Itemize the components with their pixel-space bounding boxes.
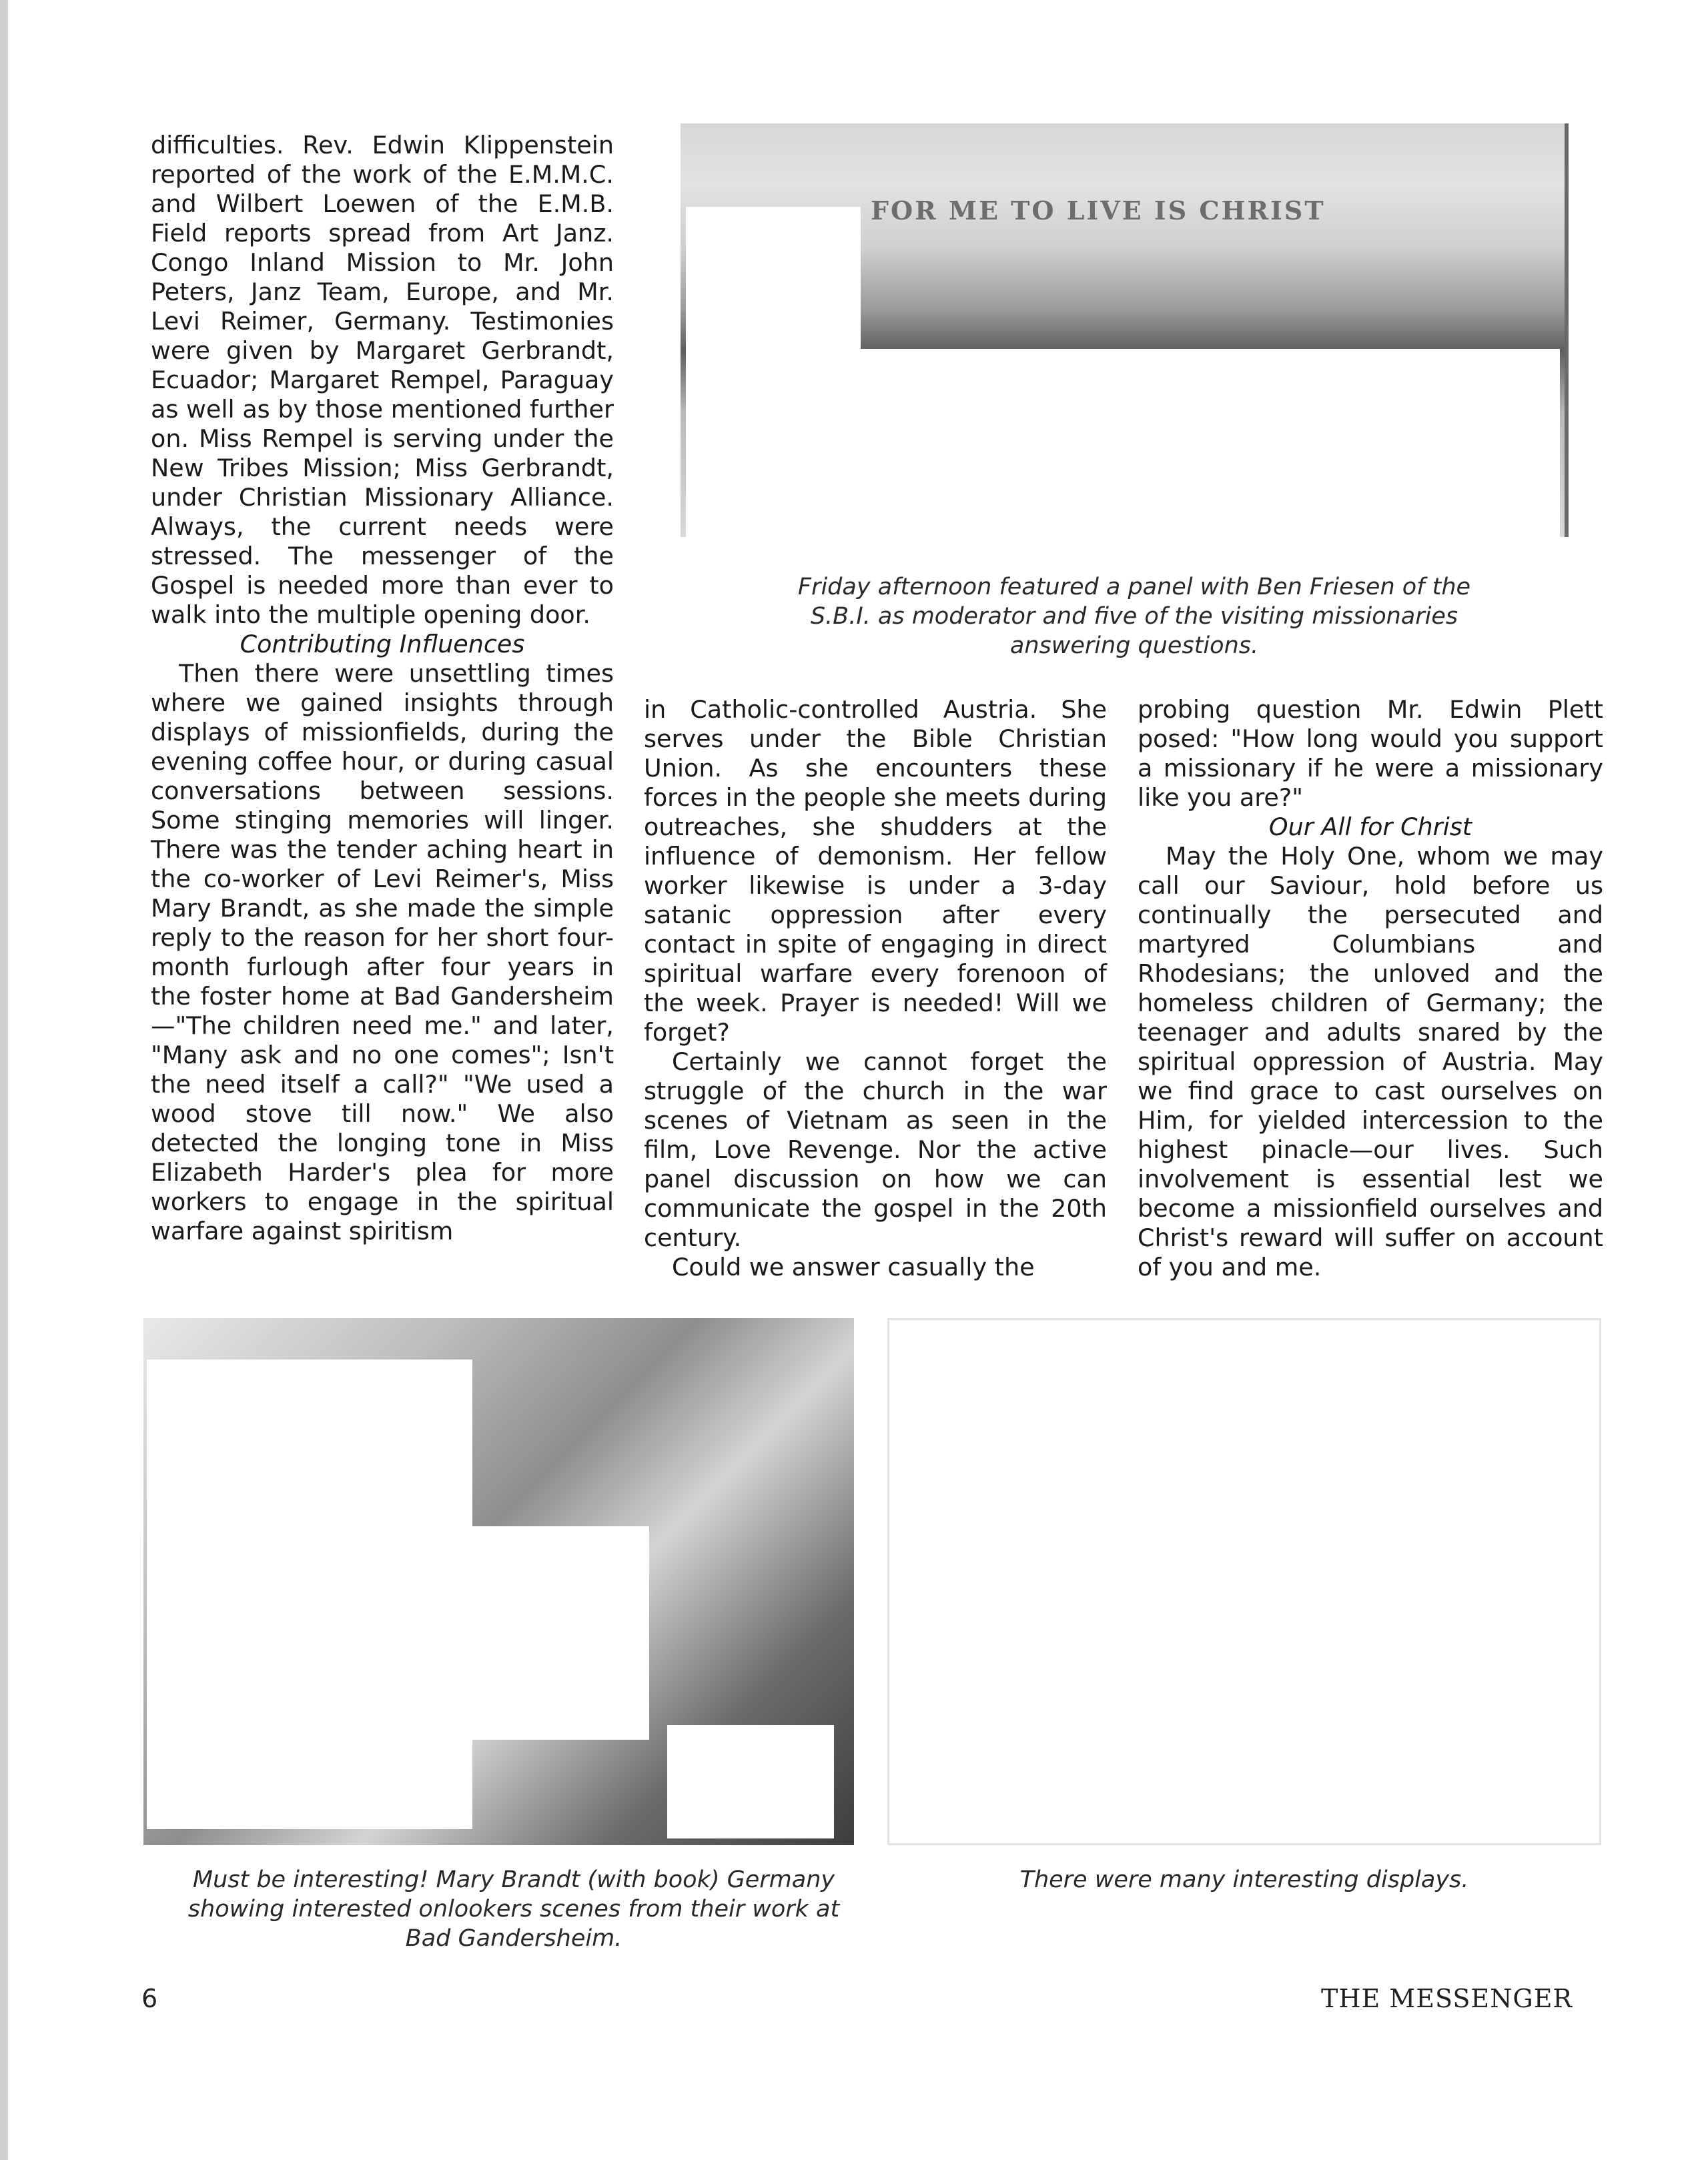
panel-banner-text: FOR ME TO LIVE IS CHRIST <box>871 195 1326 225</box>
article-paragraph: probing question Mr. Edwin Plett posed: "How long would you support a missionary if he were a missionary like you are?" <box>1138 695 1603 812</box>
article-column-right <box>1138 695 1603 1282</box>
publication-name: THE MESSENGER <box>1321 1984 1573 2013</box>
article-paragraph: Could we answer casually the <box>672 1253 1035 1281</box>
article-paragraph: Certainly we cannot forget the struggle of the church in the war scenes of Vietnam as seen in the film, Love Revenge. Nor the active panel discussion on how we can communicate the gospel in the 20th century. <box>644 1047 1107 1252</box>
article-paragraph: in Catholic-controlled Austria. She serves under the Bible Christian Union. As she encounters these forces in the people she meets during outreaches, she shudders at the influence of demonism. Her fellow worker likewise is under a 3-day satanic oppression after every contact in spite of engaging in direct spiritual warfare every forenoon of the week. Prayer is needed! Will we forget? <box>644 695 1107 1047</box>
panel-photo <box>681 123 1569 537</box>
page-number: 6 <box>141 1984 158 2013</box>
article-column-left <box>151 131 614 1246</box>
brandt-photo-caption: Must be interesting! Mary Brandt (with book) Germany showing interested onlookers scenes from their work at Bad Gandersheim. <box>187 1866 840 1952</box>
article-paragraph: Then there were unsettling times where we gained insights through displays of missionfields, during the evening coffee hour, or during casual conversations between sessions. Some stinging memories will linger. There was the tender aching heart in the co-worker of Levi Reimer's, Miss Mary Brandt, as she made the simple reply to the reason for her short four-month furlough after four years in the foster home at Bad Gandersheim—"The children need me." and later, "Many ask and no one comes"; Isn't the need itself a call?" "We used a wood stove till now." We also detected the longing tone in Miss Elizabeth Harder's plea for more workers to engage in the spiritual warfare against spiritism <box>151 659 614 1245</box>
section-heading-contributing-influences: Contributing Influences <box>240 630 525 658</box>
section-heading-our-all-for-christ: Our All for Christ <box>1268 813 1472 841</box>
redaction-block <box>147 1360 472 1829</box>
page-edge <box>0 0 8 2160</box>
panel-photo-caption: Friday afternoon featured a panel with Ben Friesen of the S.B.I. as moderator and five of the visiting missionaries answering questions. <box>797 574 1471 659</box>
redaction-block <box>667 1725 834 1838</box>
redaction-block <box>469 1526 649 1740</box>
displays-photo-caption: There were many interesting displays. <box>1019 1866 1469 1893</box>
brandt-photo <box>143 1318 854 1845</box>
redaction-block <box>686 349 1560 537</box>
article-column-middle <box>644 695 1107 1282</box>
article-paragraph: difficulties. Rev. Edwin Klippenstein reported of the work of the E.M.M.C. and Wilbert Loewen of the E.M.B. Field reports spread from Art Janz. Congo Inland Mission to Mr. John Peters, Janz Team, Europe, and Mr. Levi Reimer, Germany. Testimonies were given by Margaret Gerbrandt, Ecuador; Margaret Rempel, Paraguay as well as by those mentioned further on. Miss Rempel is serving under the New Tribes Mission; Miss Gerbrandt, under Christian Missionary Alliance. Always, the current needs were stressed. The messenger of the Gospel is needed more than ever to walk into the multiple opening door. <box>151 131 614 629</box>
article-paragraph: May the Holy One, whom we may call our Saviour, hold before us continually the persecuted and martyred Columbians and Rhodesians; the unloved and the homeless children of Germany; the teenager and adults snared by the spiritual oppression of Austria. May we find grace to cast ourselves on Him, for yielded intercession to the highest pinacle—our lives. Such involvement is essential lest we become a missionfield ourselves and Christ's reward will suffer on account of you and me. <box>1138 842 1603 1281</box>
displays-photo <box>887 1318 1601 1845</box>
